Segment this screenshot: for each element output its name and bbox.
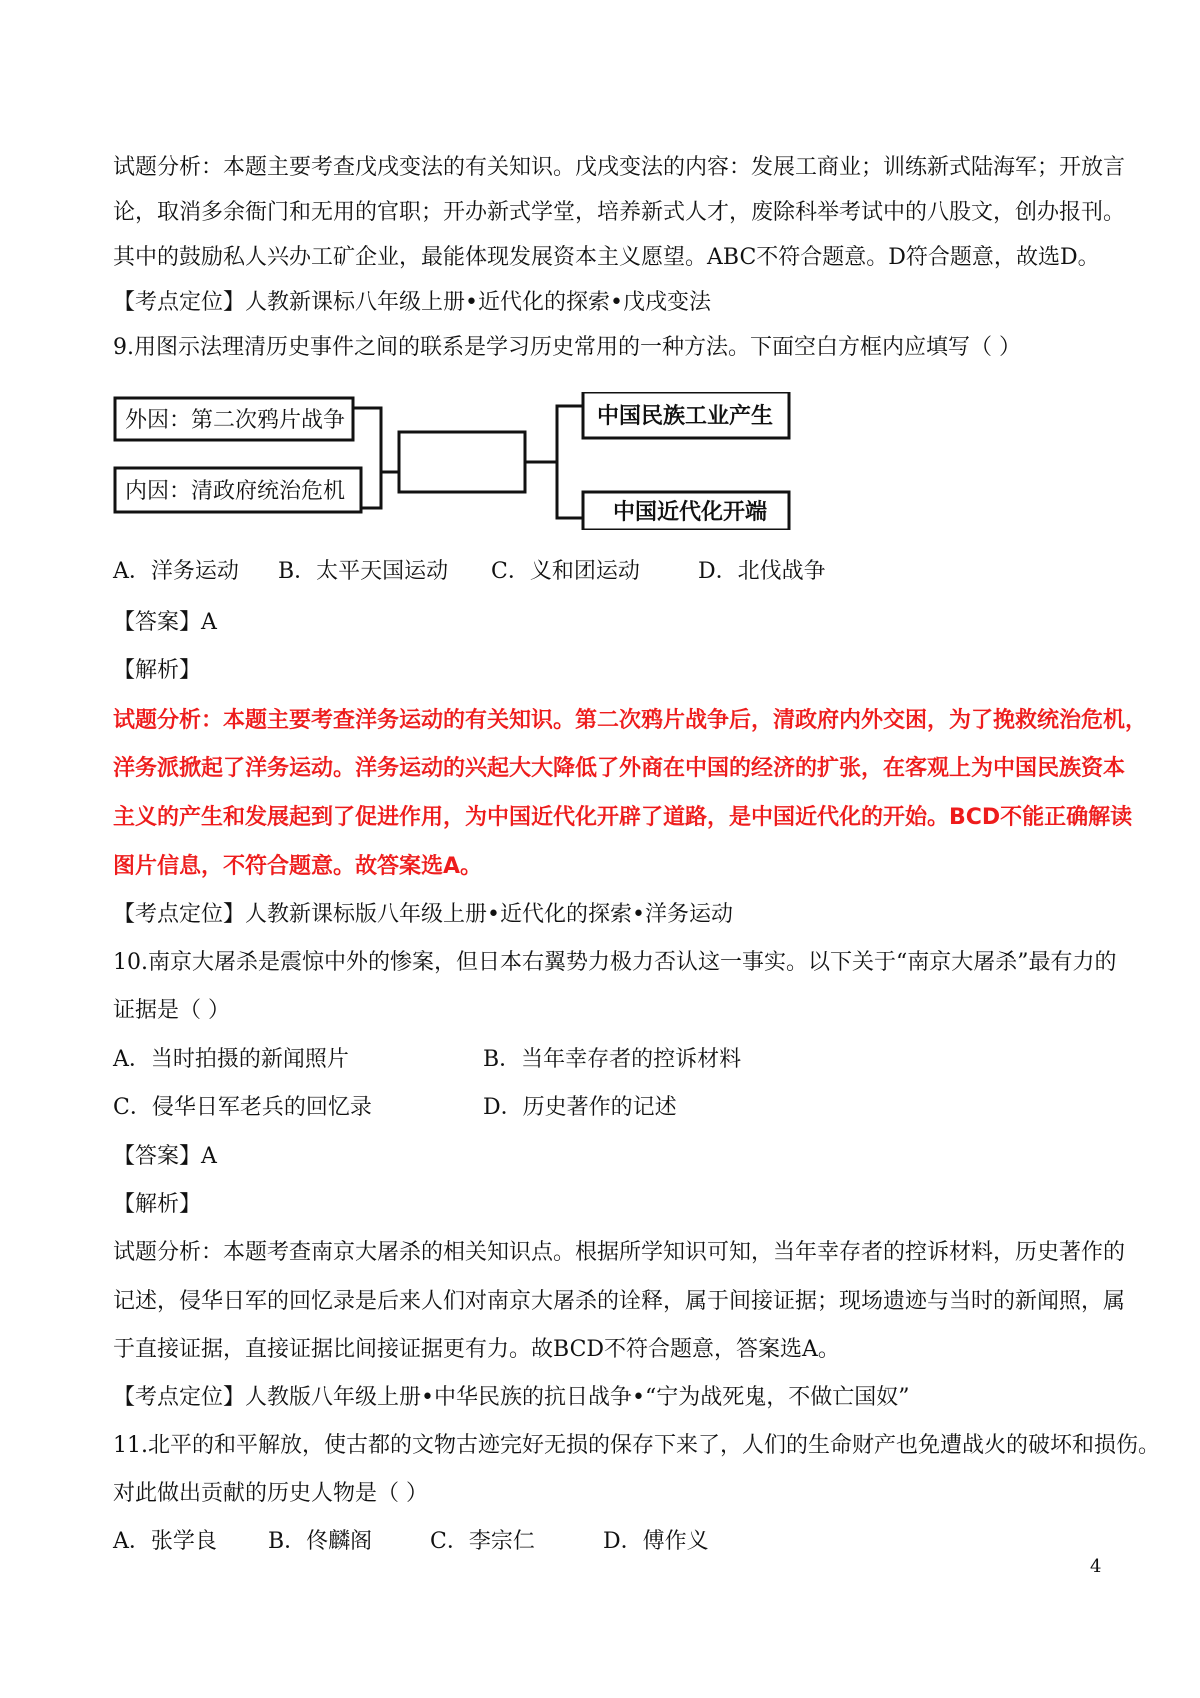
- q11-option-a: A．张学良: [113, 1529, 217, 1554]
- q9-option-d: D．北伐战争: [698, 559, 826, 584]
- q9-analysis-line-4: 图片信息，不符合题意。故答案选A。: [113, 854, 483, 879]
- q9-analysis-line-3: 主义的产生和发展起到了促进作用，为中国近代化开辟了道路，是中国近代化的开始。BCD不能正确解读: [113, 805, 1133, 830]
- result-1-box: [583, 392, 789, 438]
- q10-option-a: A．当时拍摄的新闻照片: [113, 1047, 349, 1072]
- right-bracket: [525, 406, 583, 518]
- q8-analysis-line-1: 试题分析：本题主要考查戊戌变法的有关知识。戊戌变法的内容：发展工商业；训练新式陆海军；开放言: [113, 155, 1126, 180]
- q8-analysis-line-2: 论，取消多余衙门和无用的官职；开办新式学堂，培养新式人才，废除科举考试中的八股文，创办报刊。: [113, 200, 1126, 225]
- cause-external-label: 外因：第二次鸦片战争: [125, 408, 346, 433]
- result-2-box: [583, 492, 789, 530]
- q11-option-b: B．佟麟阁: [268, 1529, 373, 1554]
- q11-stem-line-1: 11.北平的和平解放，使古都的文物古迹完好无损的保存下来了，人们的生命财产也免遭战火的破坏和损伤。: [113, 1433, 1160, 1458]
- q10-option-c: C．侵华日军老兵的回忆录: [113, 1095, 372, 1120]
- q9-option-b: B．太平天国运动: [278, 559, 449, 584]
- q10-option-b: B．当年幸存者的控诉材料: [483, 1047, 742, 1072]
- q9-option-c: C．义和团运动: [491, 559, 640, 584]
- q10-analysis-line-2: 记述，侵华日军的回忆录是后来人们对南京大屠杀的诠释，属于间接证据；现场遗迹与当时的新闻照，属: [113, 1289, 1126, 1314]
- cause-external-box: [115, 398, 353, 440]
- blank-answer-box: [399, 432, 525, 492]
- q11-option-d: D．傅作义: [603, 1529, 709, 1554]
- q9-stem: 9.用图示法理清历史事件之间的联系是学习历史常用的一种方法。下面空白方框内应填写（ ）: [113, 335, 1021, 360]
- cause-internal-label: 内因：清政府统治危机: [125, 479, 346, 504]
- q9-analysis-line-2: 洋务派掀起了洋务运动。洋务运动的兴起大大降低了外商在中国的经济的扩张，在客观上为中国民族资本: [113, 756, 1126, 781]
- q9-analysis-label: 【解析】: [113, 658, 202, 683]
- result-2-label: 中国近代化开端: [613, 500, 768, 525]
- q9-answer: 【答案】A: [113, 610, 217, 635]
- q9-option-a: A．洋务运动: [113, 559, 239, 584]
- q10-answer: 【答案】A: [113, 1144, 217, 1169]
- q8-point: 【考点定位】人教新课标八年级上册•近代化的探索•戊戌变法: [113, 290, 711, 315]
- page-number: 4: [1090, 1556, 1102, 1577]
- q10-stem-line-1: 10.南京大屠杀是震惊中外的惨案，但日本右翼势力极力否认这一事实。以下关于“南京大屠杀”最有力的: [113, 950, 1117, 975]
- q10-option-d: D．历史著作的记述: [483, 1095, 677, 1120]
- cause-internal-box: [115, 468, 361, 512]
- q10-stem-line-2: 证据是（ ）: [113, 998, 230, 1023]
- q8-analysis-line-3: 其中的鼓励私人兴办工矿企业，最能体现发展资本主义愿望。ABC不符合题意。D符合题意，故选D。: [113, 245, 1100, 270]
- q9-diagram: [113, 392, 873, 530]
- q11-option-c: C．李宗仁: [430, 1529, 535, 1554]
- q10-point: 【考点定位】人教版八年级上册•中华民族的抗日战争•“宁为战死鬼，不做亡国奴”: [113, 1385, 910, 1410]
- q10-analysis-line-3: 于直接证据，直接证据比间接证据更有力。故BCD不符合题意，答案选A。: [113, 1337, 840, 1362]
- q11-stem-line-2: 对此做出贡献的历史人物是（ ）: [113, 1481, 428, 1506]
- q9-analysis-line-1: 试题分析：本题主要考查洋务运动的有关知识。第二次鸦片战争后，清政府内外交困，为了挽救统治危机，: [113, 708, 1148, 733]
- q9-point: 【考点定位】人教新课标版八年级上册•近代化的探索•洋务运动: [113, 902, 733, 927]
- q10-analysis-line-1: 试题分析：本题考查南京大屠杀的相关知识点。根据所学知识可知，当年幸存者的控诉材料，历史著作的: [113, 1240, 1126, 1265]
- result-1-label: 中国民族工业产生: [597, 404, 774, 429]
- q10-analysis-label: 【解析】: [113, 1192, 202, 1217]
